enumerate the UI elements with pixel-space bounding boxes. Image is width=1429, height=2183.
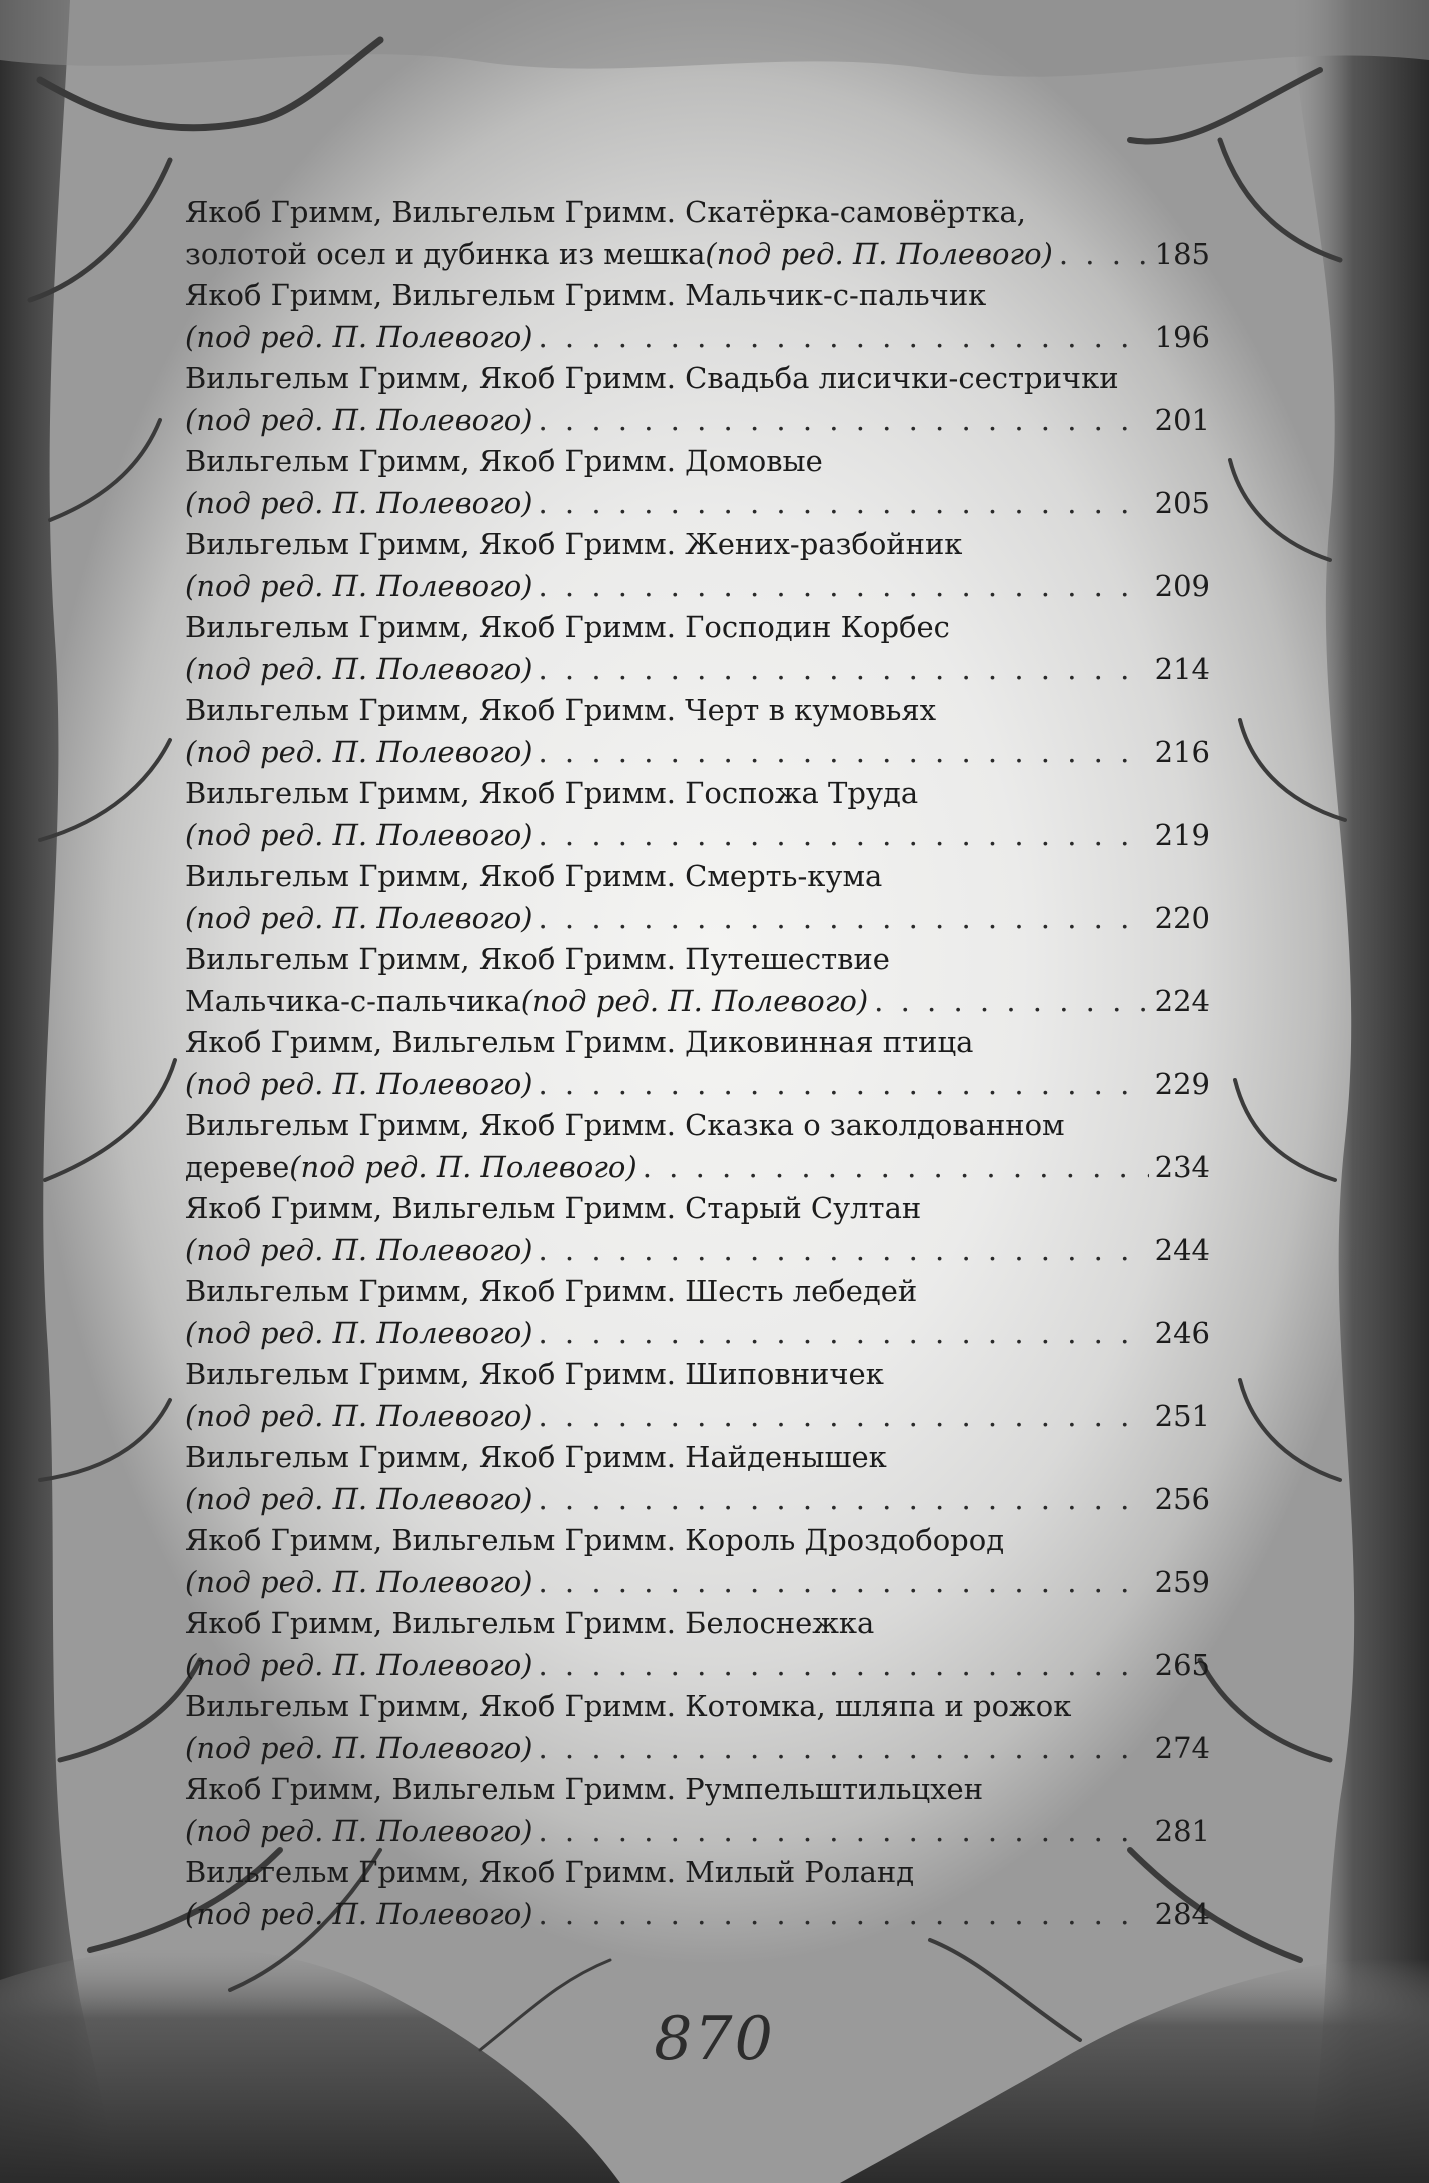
dot-leader [538, 815, 1148, 857]
dot-leader [538, 566, 1148, 608]
dot-leader [538, 317, 1148, 359]
toc-entry [185, 1188, 1210, 1271]
dot-leader [538, 898, 1148, 940]
entry-page-number: 205 [1154, 485, 1210, 520]
entry-editor: (под ред. П. Полевого) [185, 1896, 533, 1931]
entry-page-number: 220 [1154, 900, 1210, 935]
dot-leader [538, 1230, 1148, 1272]
toc-entry [185, 856, 1210, 939]
dot-leader [538, 1313, 1148, 1355]
toc-entry [185, 358, 1210, 441]
dot-leader [538, 1479, 1148, 1521]
dot-leader [874, 981, 1148, 1023]
page-number: 870 [654, 2004, 775, 2074]
entry-title: Вильгельм Гримм, Якоб Гримм. Господин Корбес [185, 610, 950, 644]
entry-page-number: 201 [1154, 402, 1210, 437]
dot-leader [538, 1728, 1148, 1770]
toc-entry [185, 1769, 1210, 1852]
toc-entry [185, 1603, 1210, 1686]
toc-entry [185, 1686, 1210, 1769]
entry-editor: (под ред. П. Полевого) [520, 983, 869, 1018]
entry-page-number: 219 [1154, 817, 1210, 852]
dot-leader [538, 732, 1148, 774]
entry-title: Вильгельм Гримм, Якоб Гримм. Шесть лебедей [185, 1274, 918, 1308]
dot-leader [538, 1811, 1148, 1853]
dot-leader [538, 1894, 1148, 1936]
toc-entry [185, 1271, 1210, 1354]
toc-entry [185, 192, 1210, 275]
table-of-contents [185, 192, 1210, 1935]
entry-title: Вильгельм Гримм, Якоб Гримм. Жених-разбойник [185, 527, 963, 561]
toc-entry [185, 1105, 1210, 1188]
entry-editor: (под ред. П. Полевого) [185, 1730, 533, 1765]
entry-title: Якоб Гримм, Вильгельм Гримм. Старый Султан [185, 1191, 922, 1225]
entry-title: Вильгельм Гримм, Якоб Гримм. Свадьба лисички-сестрички [185, 361, 1119, 395]
entry-editor: (под ред. П. Полевого) [185, 1564, 533, 1599]
entry-page-number: 265 [1154, 1647, 1210, 1682]
entry-page-number: 256 [1154, 1481, 1210, 1516]
entry-page-number: 281 [1154, 1813, 1210, 1848]
toc-entry [185, 1520, 1210, 1603]
entry-page-number: 234 [1154, 1149, 1210, 1184]
toc-entry [185, 1437, 1210, 1520]
toc-entry [185, 1852, 1210, 1935]
entry-editor: (под ред. П. Полевого) [185, 402, 533, 437]
entry-title: Якоб Гримм, Вильгельм Гримм. Король Дроздобород [185, 1523, 1005, 1557]
entry-editor: (под ред. П. Полевого) [705, 236, 1053, 271]
toc-entry [185, 524, 1210, 607]
entry-editor: (под ред. П. Полевого) [185, 900, 533, 935]
entry-page-number: 185 [1154, 236, 1210, 271]
toc-entry [185, 690, 1210, 773]
entry-editor: (под ред. П. Полевого) [185, 1398, 533, 1433]
dot-leader [538, 1562, 1148, 1604]
entry-title-cont: Мальчика-с-пальчика [185, 983, 521, 1018]
entry-title: Вильгельм Гримм, Якоб Гримм. Путешествие [185, 942, 890, 976]
entry-title: Вильгельм Гримм, Якоб Гримм. Госпожа Труда [185, 776, 919, 810]
toc-entry [185, 939, 1210, 1022]
toc-entry [185, 275, 1210, 358]
toc-entry [185, 607, 1210, 690]
entry-page-number: 224 [1154, 983, 1210, 1018]
entry-title: Вильгельм Гримм, Якоб Гримм. Шиповничек [185, 1357, 884, 1391]
entry-title: Якоб Гримм, Вильгельм Гримм. Румпельштильцхен [185, 1772, 984, 1806]
entry-editor: (под ред. П. Полевого) [185, 1066, 533, 1101]
entry-title: Якоб Гримм, Вильгельм Гримм. Скатёрка-самовёртка, [185, 195, 1027, 229]
entry-page-number: 246 [1154, 1315, 1210, 1350]
entry-page-number: 251 [1154, 1398, 1210, 1433]
entry-page-number: 214 [1154, 651, 1210, 686]
dot-leader [538, 1645, 1148, 1687]
entry-editor: (под ред. П. Полевого) [185, 568, 533, 603]
entry-page-number: 259 [1154, 1564, 1210, 1599]
entry-title: Вильгельм Гримм, Якоб Гримм. Черт в кумовьях [185, 693, 937, 727]
entry-editor: (под ред. П. Полевого) [185, 1315, 533, 1350]
dot-leader [1059, 234, 1149, 276]
entry-page-number: 196 [1154, 319, 1210, 354]
entry-title-cont: золотой осел и дубинка из мешка [185, 236, 706, 271]
entry-page-number: 229 [1154, 1066, 1210, 1101]
entry-title: Вильгельм Гримм, Якоб Гримм. Милый Роланд [185, 1855, 915, 1889]
dot-leader [538, 1064, 1148, 1106]
entry-editor: (под ред. П. Полевого) [185, 651, 533, 686]
entry-page-number: 216 [1154, 734, 1210, 769]
entry-page-number: 284 [1154, 1896, 1210, 1931]
entry-editor: (под ред. П. Полевого) [185, 1647, 533, 1682]
entry-editor: (под ред. П. Полевого) [185, 485, 533, 520]
entry-editor: (под ред. П. Полевого) [185, 1481, 533, 1516]
entry-page-number: 244 [1154, 1232, 1210, 1267]
entry-title: Вильгельм Гримм, Якоб Гримм. Котомка, шляпа и рожок [185, 1689, 1072, 1723]
entry-title: Вильгельм Гримм, Якоб Гримм. Найденышек [185, 1440, 887, 1474]
dot-leader [538, 400, 1148, 442]
entry-title: Вильгельм Гримм, Якоб Гримм. Смерть-кума [185, 859, 883, 893]
entry-title: Якоб Гримм, Вильгельм Гримм. Мальчик-с-пальчик [185, 278, 987, 312]
entry-page-number: 274 [1154, 1730, 1210, 1765]
entry-title: Вильгельм Гримм, Якоб Гримм. Домовые [185, 444, 823, 478]
entry-title: Якоб Гримм, Вильгельм Гримм. Белоснежка [185, 1606, 875, 1640]
entry-title: Вильгельм Гримм, Якоб Гримм. Сказка о заколдованном [185, 1108, 1065, 1142]
dot-leader [538, 483, 1148, 525]
entry-title: Якоб Гримм, Вильгельм Гримм. Диковинная птица [185, 1025, 974, 1059]
toc-entry [185, 773, 1210, 856]
toc-entry [185, 1022, 1210, 1105]
toc-entry [185, 1354, 1210, 1437]
toc-entry [185, 441, 1210, 524]
entry-editor: (под ред. П. Полевого) [185, 319, 533, 354]
entry-page-number: 209 [1154, 568, 1210, 603]
entry-editor: (под ред. П. Полевого) [185, 1232, 533, 1267]
entry-editor: (под ред. П. Полевого) [185, 1813, 533, 1848]
dot-leader [538, 649, 1148, 691]
entry-editor: (под ред. П. Полевого) [289, 1149, 637, 1184]
entry-title-cont: дереве [185, 1149, 290, 1184]
entry-editor: (под ред. П. Полевого) [185, 734, 533, 769]
entry-editor: (под ред. П. Полевого) [185, 817, 533, 852]
dot-leader [538, 1396, 1148, 1438]
dot-leader [643, 1147, 1149, 1189]
